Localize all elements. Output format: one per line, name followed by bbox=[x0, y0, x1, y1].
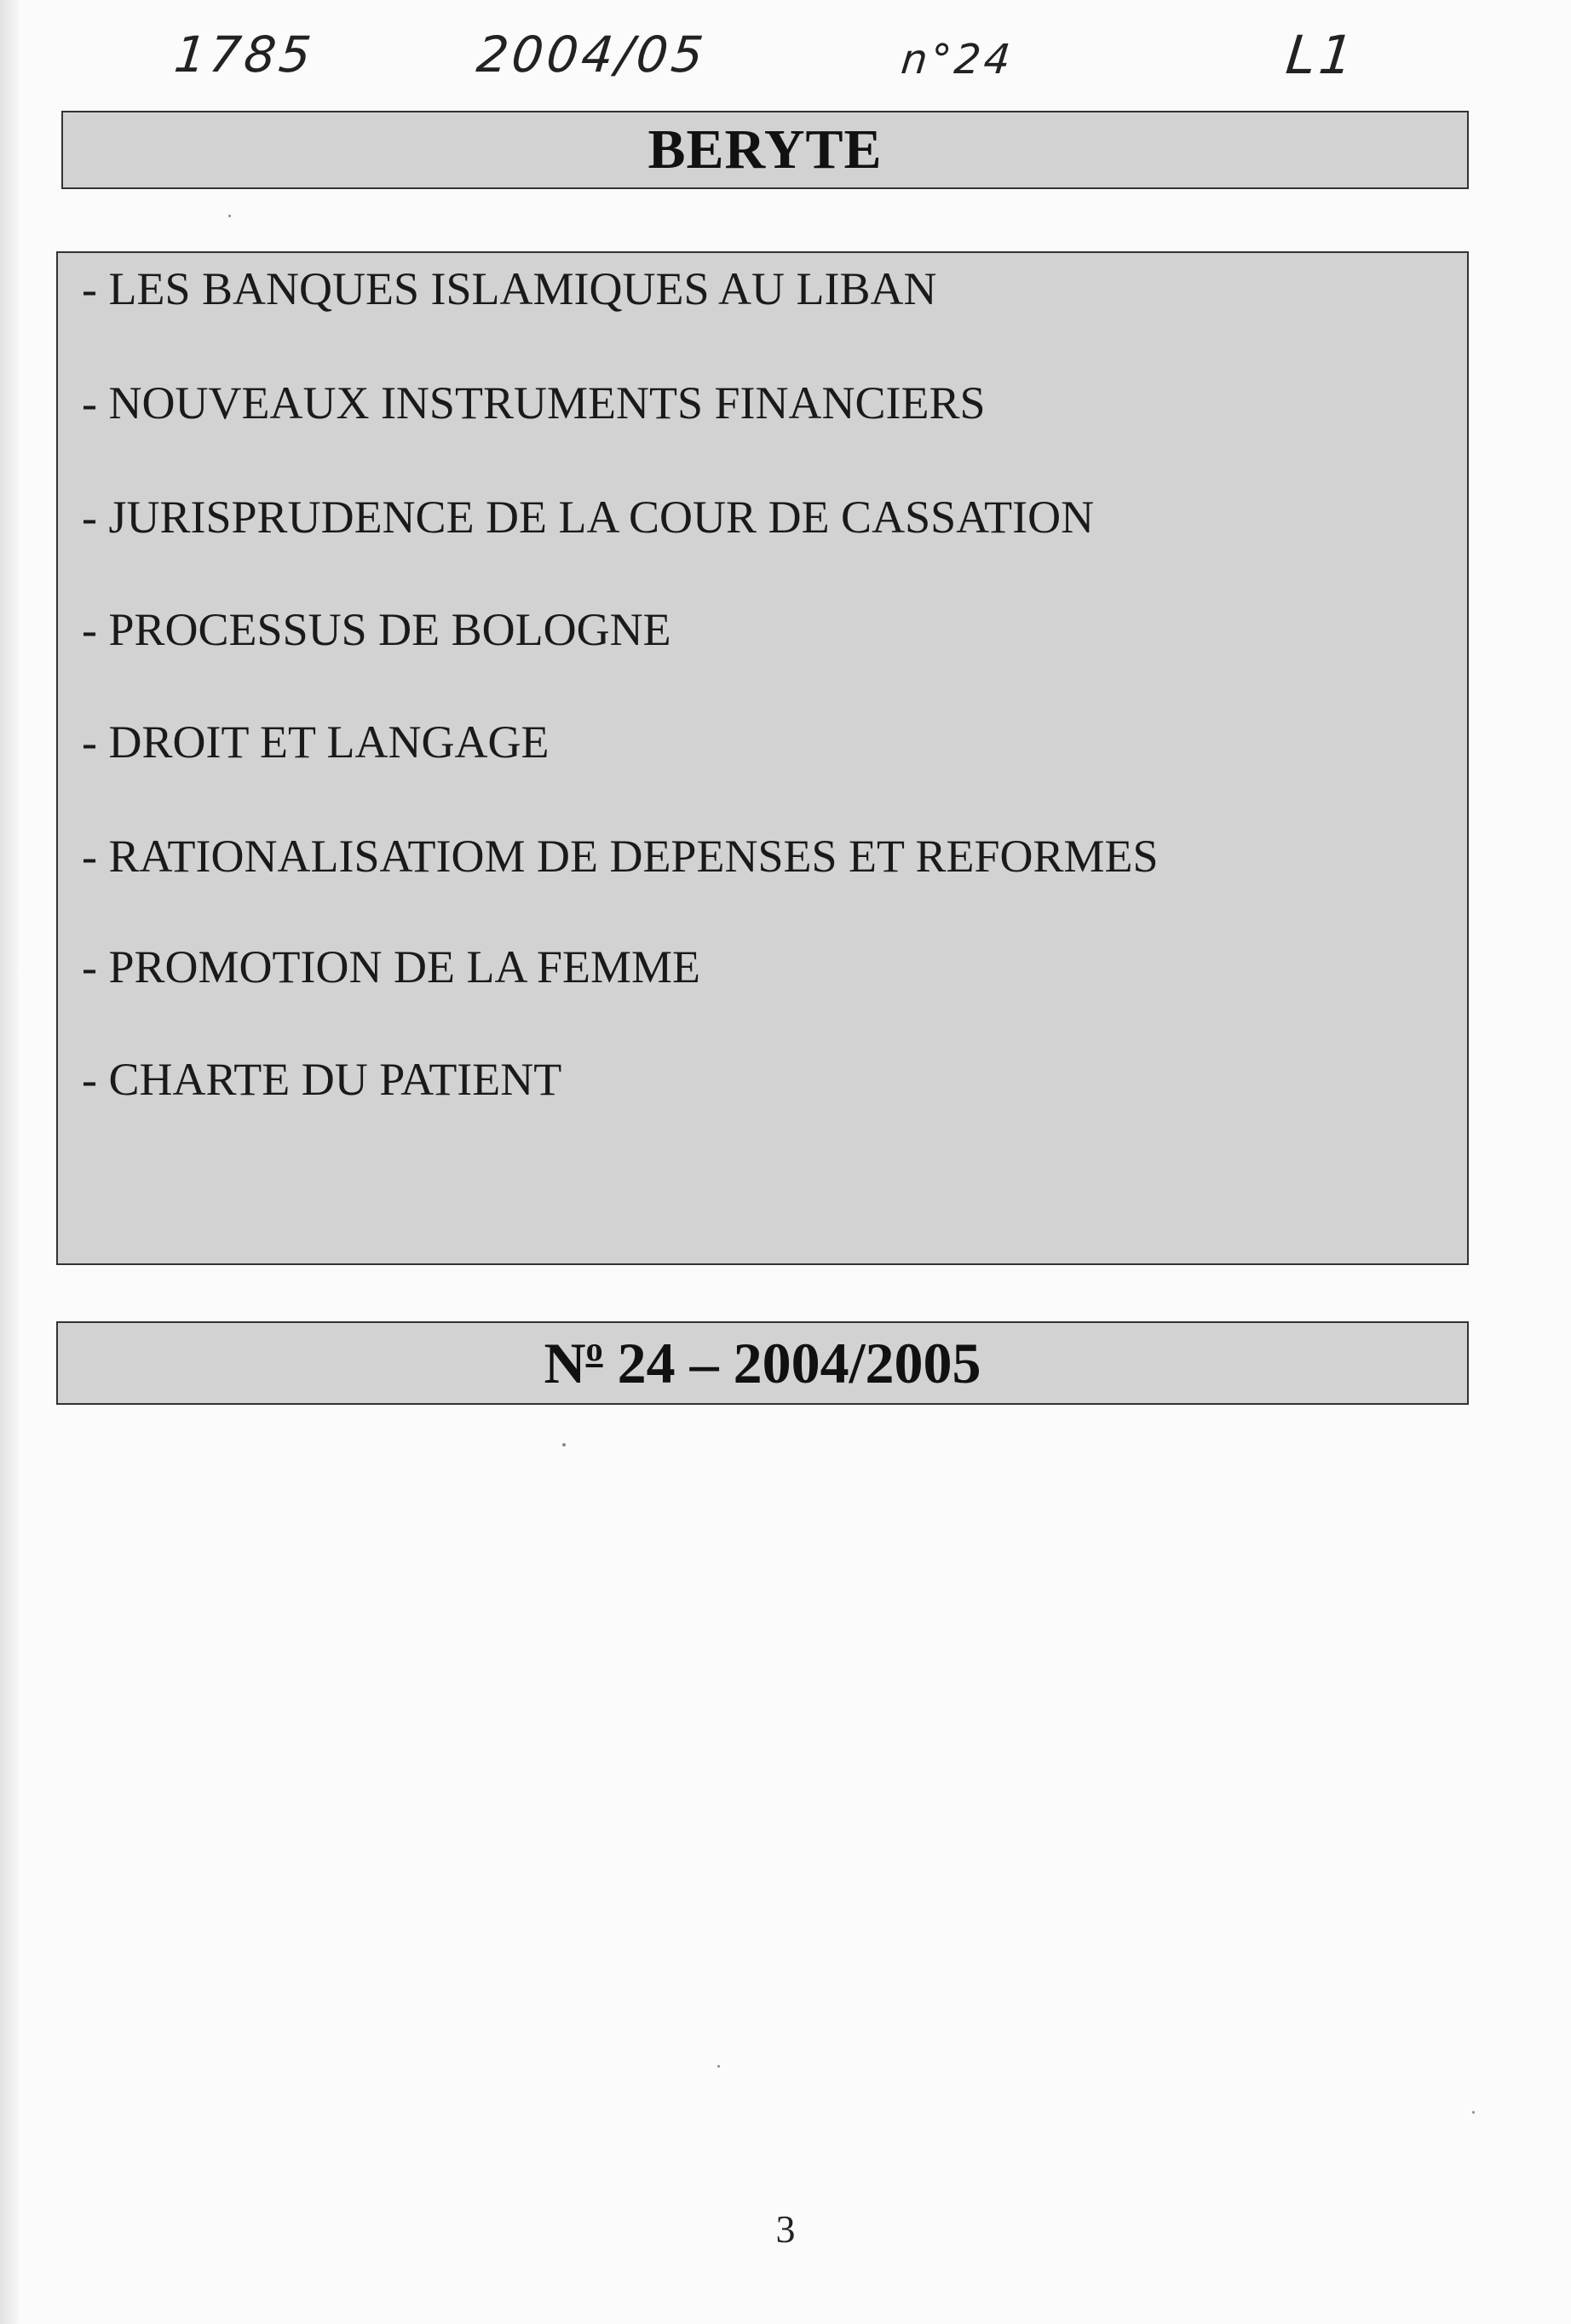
contents-item: - JURISPRUDENCE DE LA COUR DE CASSATION bbox=[82, 492, 1095, 543]
issue-label bbox=[544, 1329, 981, 1397]
scan-speck bbox=[562, 1443, 566, 1447]
contents-item: - PROCESSUS DE BOLOGNE bbox=[82, 604, 671, 655]
contents-panel bbox=[56, 251, 1469, 1265]
scan-speck bbox=[717, 2065, 720, 2068]
handwritten-note-number: n°24 bbox=[899, 36, 1016, 83]
handwritten-note-catalog: 1785 bbox=[171, 26, 318, 83]
contents-item: - PROMOTION DE LA FEMME bbox=[82, 941, 701, 992]
scan-speck bbox=[1472, 2111, 1475, 2114]
numero-symbol: $N^o$ bbox=[544, 1330, 603, 1395]
handwritten-note-shelf: L1 bbox=[1283, 24, 1360, 86]
issue-banner bbox=[56, 1321, 1469, 1405]
contents-item: - DROIT ET LANGAGE bbox=[82, 716, 550, 768]
handwritten-note-year: 2004/05 bbox=[474, 26, 710, 83]
scan-speck bbox=[228, 215, 231, 217]
contents-item: - CHARTE DU PATIENT bbox=[82, 1054, 562, 1105]
contents-item: - LES BANQUES ISLAMIQUES AU LIBAN bbox=[82, 263, 937, 314]
contents-item: - RATIONALISATIOM DE DEPENSES ET REFORMES bbox=[82, 831, 1159, 882]
title-banner bbox=[61, 111, 1469, 189]
issue-number-year: 24 – 2004/2005 bbox=[617, 1331, 981, 1395]
page-number: 3 bbox=[775, 2207, 796, 2251]
journal-title: BERYTE bbox=[647, 118, 883, 181]
scan-edge-shadow bbox=[0, 0, 19, 2324]
contents-item: - NOUVEAUX INSTRUMENTS FINANCIERS bbox=[82, 377, 986, 429]
